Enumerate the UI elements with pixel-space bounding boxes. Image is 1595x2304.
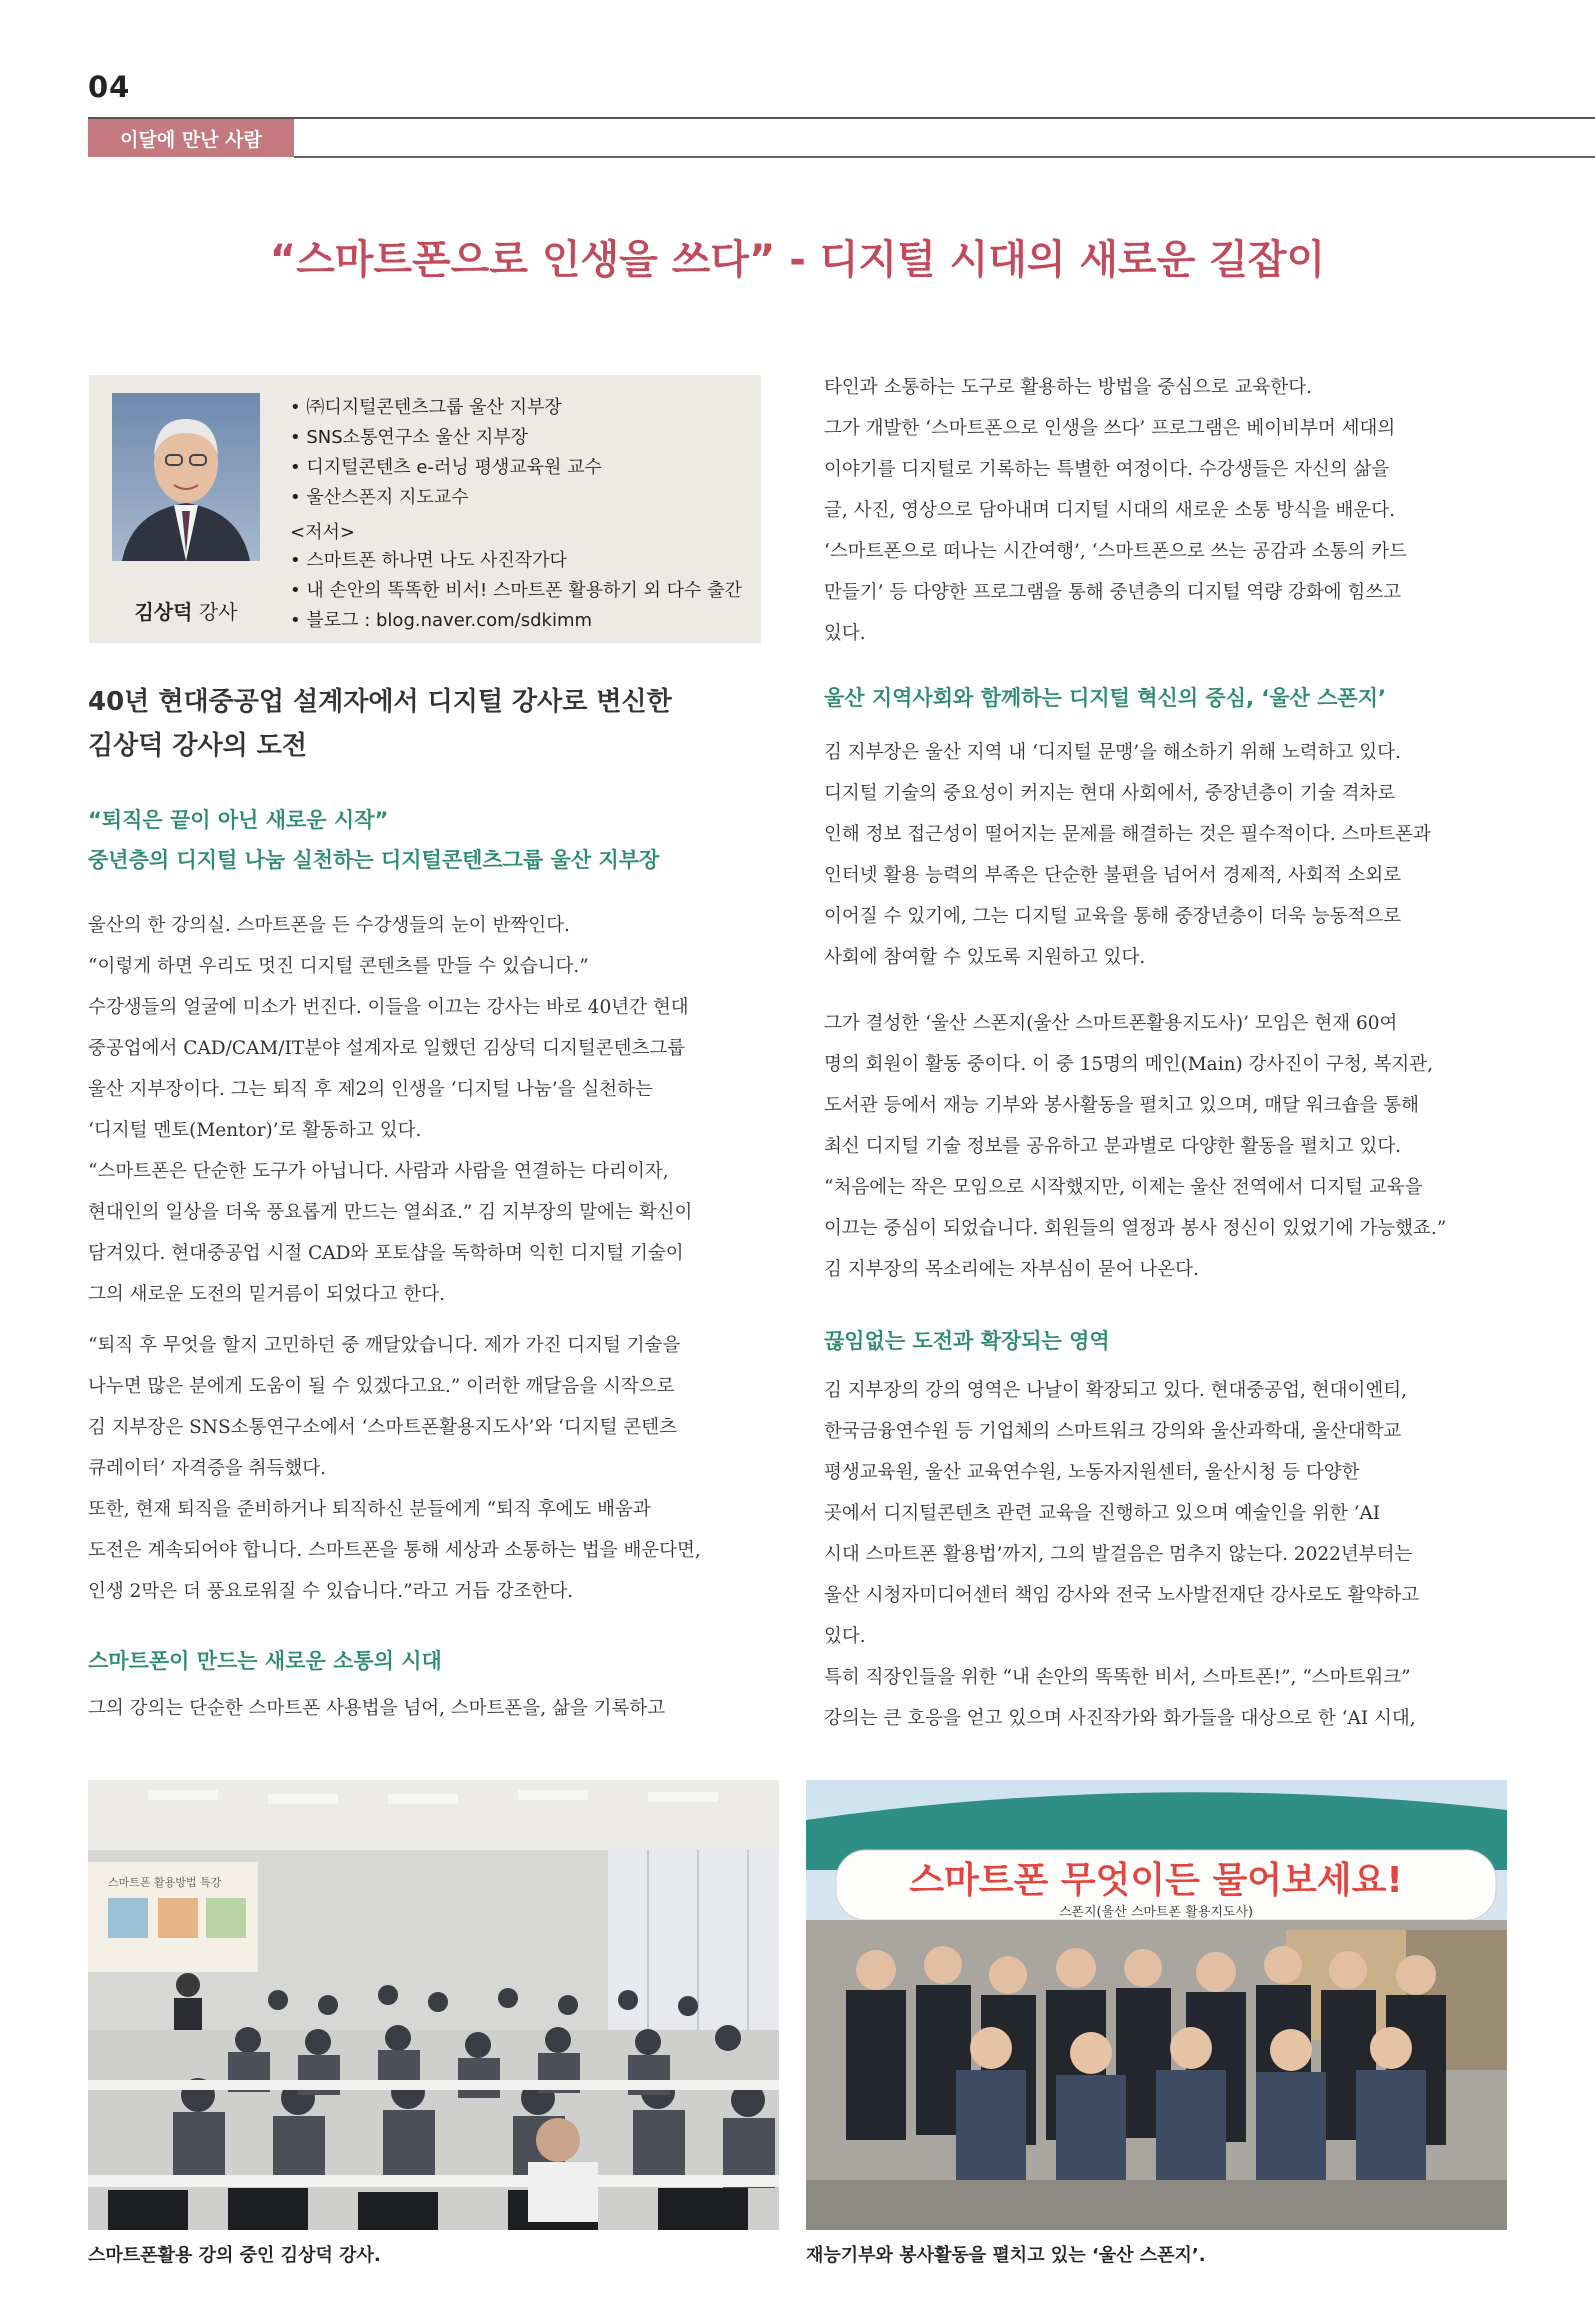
profile-role: • 울산스폰지 지도교수	[290, 487, 469, 508]
books-heading: <저서>	[290, 522, 355, 543]
left-paragraph-1: 울산의 한 강의실. 스마트폰을 든 수강생들의 눈이 반짝인다. “이렇게 하면 우리도 멋진 디지털 콘텐츠를 만들 수 있습니다.” 수강생들의 얼굴에 미소가 번진다. 이들을 이끄는 강사는 바로 40년간 현대 중공업에서 CAD/CAM/IT분야 설계자로 일했던 김상덕 디지털콘텐츠그룹 울산 지부장이다. 그는 퇴직 후 제2의 인생을 ‘디지털 나눔’을 실천하는 ‘디지털 멘토(Mentor)’로 활동하고 있다. “스마트폰은 단순한 도구가 아닙니다. 사람과 사람을 연결하는 다리이자, 현대인의 일상을 더욱 풍요롭게 만드는 열쇠죠.” 김 지부장의 말에는 확신이 담겨있다. 현대중공업 시절 CAD와 포토샵을 독학하며 익힌 디지털 기술이 그의 새로운 도전의 밑거름이 되었다고 한다.	[88, 915, 693, 1305]
profile-role: • 디지털콘텐츠 e-러닝 평생교육원 교수	[290, 457, 602, 478]
profile-blog: • 블로그 : blog.naver.com/sdkimm	[290, 610, 593, 631]
profile-book: • 내 손안의 똑똑한 비서! 스마트폰 활용하기 외 다수 출간	[290, 580, 742, 601]
right-paragraph-4: 김 지부장의 강의 영역은 나날이 확장되고 있다. 현대중공업, 현대이엔티, 한국금융연수원 등 기업체의 스마트워크 강의와 울산과학대, 울산대학교 평생교육원, 울산 교육연수원, 노동자지원센터, 울산시청 등 다양한 곳에서 디지털콘텐츠 관련 교육을 진행하고 있으며 예술인을 위한 ‘AI 시대 스마트폰 활용법’까지, 그의 발걸음은 멈추지 않는다. 2022년부터는 울산 시청자미디어센터 책임 강사와 전국 노사발전재단 강사로도 활약하고 있다. 특히 직장인들을 위한 “내 손안의 똑똑한 비서, 스마트폰!”, “스마트워크” 강의는 큰 호응을 얻고 있으며 사진작가와 화가들을 대상으로 한 ‘AI 시대,	[824, 1380, 1420, 1729]
right-paragraph-3: 그가 결성한 ‘울산 스폰지(울산 스마트폰활용지도사)’ 모임은 현재 60여 명의 회원이 활동 중이다. 이 중 15명의 메인(Main) 강사진이 구청, 복지관, 도서관 등에서 재능 기부와 봉사활동을 펼치고 있으며, 매달 워크숍을 통해 최신 디지털 기술 정보를 공유하고 분과별로 다양한 활동을 펼치고 있다. “처음에는 작은 모임으로 시작했지만, 이제는 울산 전역에서 디지털 교육을 이끄는 중심이 되었습니다. 회원들의 열정과 봉사 정신이 있었기에 가능했죠.” 김 지부장의 목소리에는 자부심이 묻어 나온다.	[824, 1013, 1447, 1280]
left-subhead-2: 스마트폰이 만드는 새로운 소통의 시대	[88, 1649, 442, 1673]
left-paragraph-3: 그의 강의는 단순한 스마트폰 사용법을 넘어, 스마트폰을, 삶을 기록하고	[88, 1698, 666, 1719]
header-divider	[88, 117, 1595, 119]
profile-book: • 스마트폰 하나면 나도 사진작가다	[290, 550, 567, 571]
left-headline: 40년 현대중공업 설계자에서 디지털 강사로 변신한 김상덕 강사의 도전	[88, 687, 672, 761]
profile-name: 김상덕 강사	[134, 600, 238, 624]
profile-role: • ㈜디지털콘텐츠그룹 울산 지부장	[290, 397, 562, 418]
lecture-photo	[88, 1780, 779, 2230]
page-number: 04	[88, 70, 131, 104]
group-photo	[806, 1780, 1507, 2230]
right-subhead-2: 끊임없는 도전과 확장되는 영역	[824, 1329, 1110, 1353]
right-subhead-1: 울산 지역사회와 함께하는 디지털 혁신의 중심, ‘울산 스폰지’	[824, 686, 1386, 710]
banner-text: 스마트폰 무엇이든 물어보세요!	[909, 1860, 1403, 1901]
left-subhead-1: “퇴직은 끝이 아닌 새로운 시작”	[88, 808, 389, 832]
profile-photo	[112, 393, 260, 561]
slide-text: 스마트폰 활용방법 특강	[108, 1876, 222, 1889]
section-divider	[294, 156, 1595, 158]
banner-sub: 스폰지(울산 스마트폰 활용지도사)	[1058, 1905, 1254, 1920]
right-paragraph-1: 타인과 소통하는 도구로 활용하는 방법을 중심으로 교육한다. 그가 개발한 ‘스마트폰으로 인생을 쓰다’ 프로그램은 베이비부머 세대의 이야기를 디지털로 기록하는 특별한 여정이다. 수강생들은 자신의 삶을 글, 사진, 영상으로 담아내며 디지털 시대의 새로운 소통 방식을 배운다. ‘스마트폰으로 떠나는 시간여행’, ‘스마트폰으로 쓰는 공감과 소통의 카드 만들기’ 등 다양한 프로그램을 통해 중년층의 디지털 역량 강화에 힘쓰고 있다.	[824, 377, 1407, 644]
left-paragraph-2: “퇴직 후 무엇을 할지 고민하던 중 깨달았습니다. 제가 가진 디지털 기술을 나누면 많은 분에게 도움이 될 수 있겠다고요.” 이러한 깨달음을 시작으로 김 지부장은 SNS소통연구소에서 ‘스마트폰활용지도사’와 ‘디지털 콘텐츠 큐레이터’ 자격증을 취득했다. 또한, 현재 퇴직을 준비하거나 퇴직하신 분들에게 “퇴직 후에도 배움과 도전은 계속되어야 합니다. 스마트폰을 통해 세상과 소통하는 법을 배운다면, 인생 2막은 더 풍요로워질 수 있습니다.”라고 거듭 강조한다.	[88, 1335, 701, 1602]
article-title: “스마트폰으로 인생을 쓰다” - 디지털 시대의 새로운 길잡이	[269, 237, 1326, 283]
left-subhead-1b: 중년층의 디지털 나눔 실천하는 디지털콘텐츠그룹 울산 지부장	[88, 848, 660, 872]
right-photo-caption: 재능기부와 봉사활동을 펼치고 있는 ‘울산 스폰지’.	[806, 2245, 1206, 2266]
section-tag: 이달에 만난 사람	[88, 119, 294, 157]
profile-role: • SNS소통연구소 울산 지부장	[290, 427, 528, 448]
left-photo-caption: 스마트폰활용 강의 중인 김상덕 강사.	[88, 2245, 381, 2266]
right-paragraph-2: 김 지부장은 울산 지역 내 ‘디지털 문맹’을 해소하기 위해 노력하고 있다. 디지털 기술의 중요성이 커지는 현대 사회에서, 중장년층이 기술 격차로 인해 정보 접근성이 떨어지는 문제를 해결하는 것은 필수적이다. 스마트폰과 인터넷 활용 능력의 부족은 단순한 불편을 넘어서 경제적, 사회적 소외로 이어질 수 있기에, 그는 디지털 교육을 통해 중장년층이 더욱 능동적으로 사회에 참여할 수 있도록 지원하고 있다.	[824, 742, 1431, 968]
